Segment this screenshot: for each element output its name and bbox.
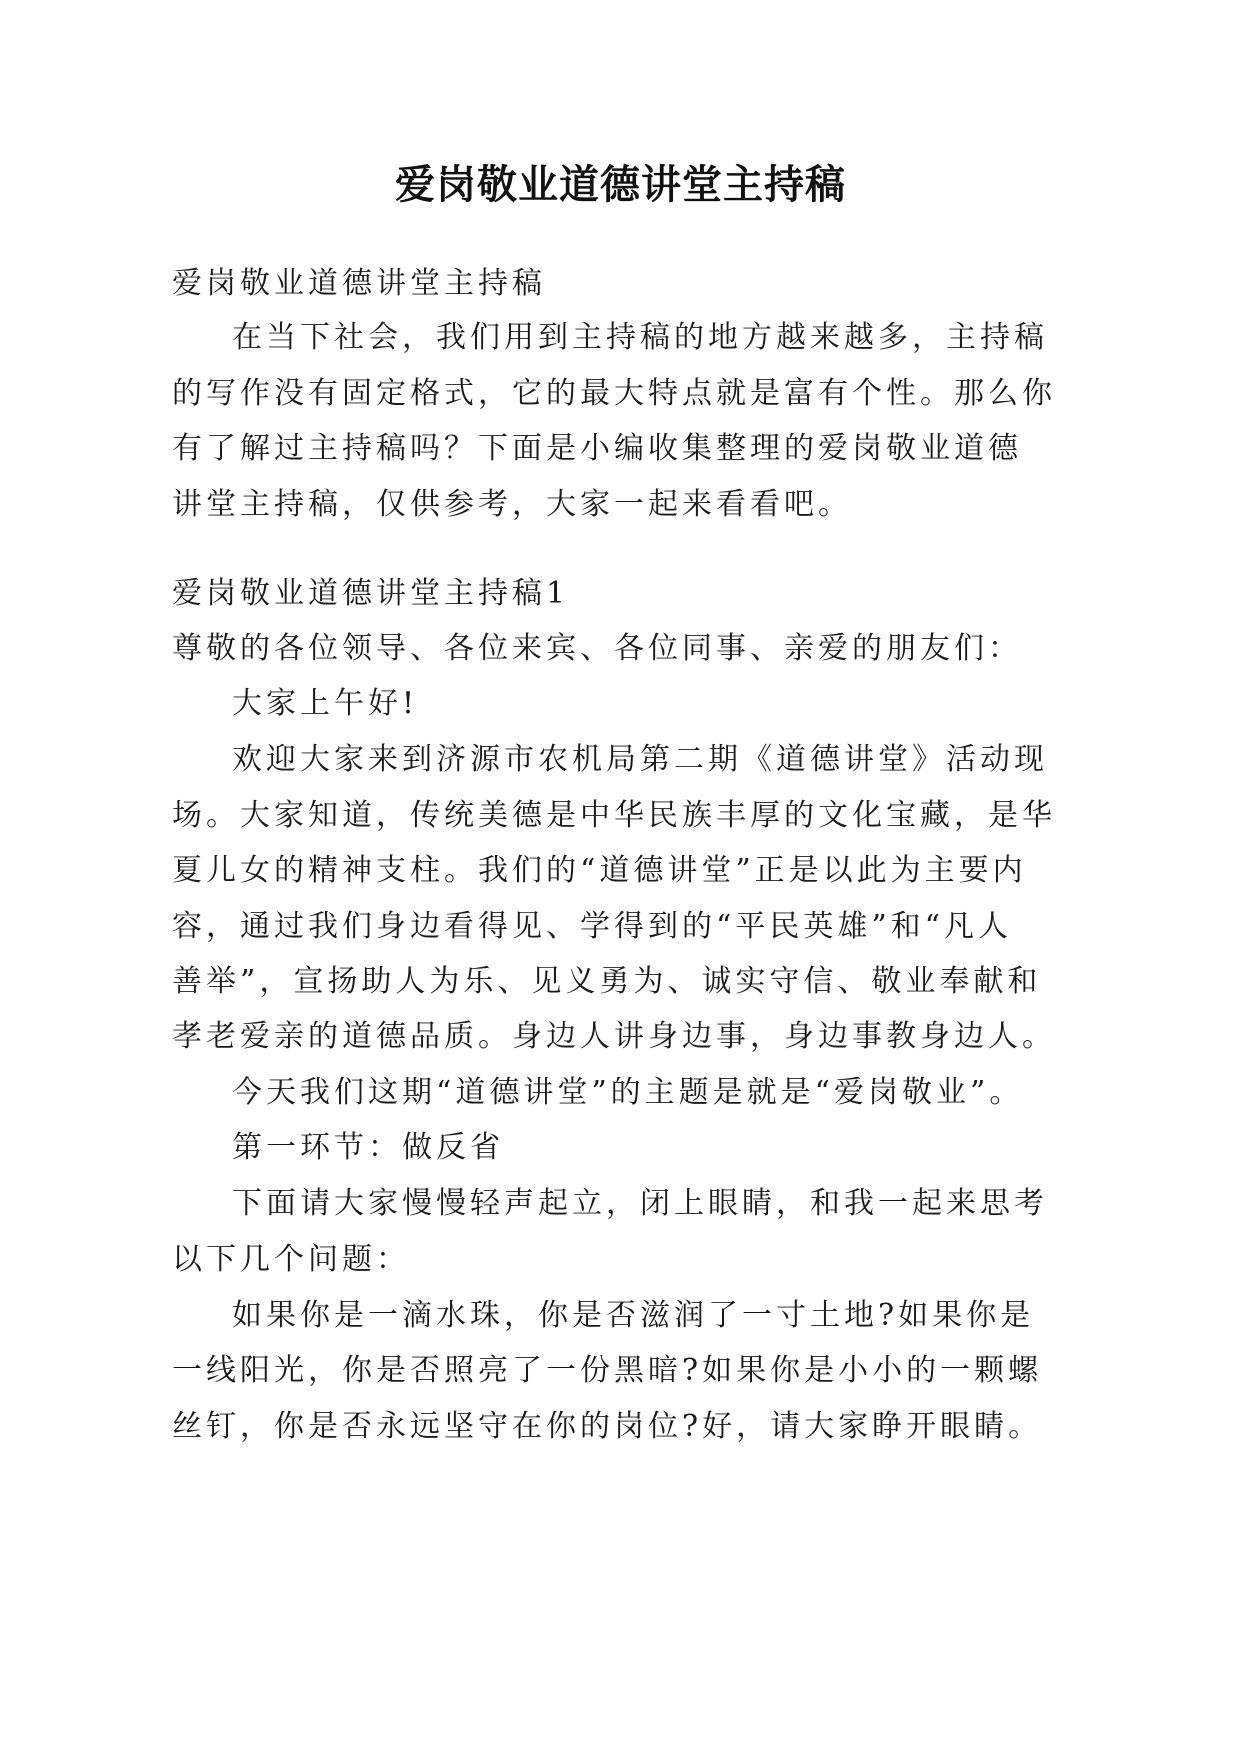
text-line: 丝钉，你是否永远坚守在你的岗位?好，请大家睁开眼睛。 [172, 1409, 1043, 1444]
text-line: 孝老爱亲的道德品质。身边人讲身边事，身边事教身边人。 [172, 1019, 1056, 1054]
text-line: 讲堂主持稿，仅供参考，大家一起来看看吧。 [172, 487, 852, 522]
text-line: 欢迎大家来到济源市农机局第二期《道德讲堂》活动现 [232, 742, 1048, 777]
text-line: 以下几个问题： [172, 1242, 410, 1277]
text-line: 第一环节：做反省 [232, 1130, 504, 1165]
text-line: 如果你是一滴水珠，你是否滋润了一寸土地?如果你是 [232, 1298, 1035, 1333]
text-line: 的写作没有固定格式，它的最大特点就是富有个性。那么你 [172, 376, 1056, 411]
text-line: 爱岗敬业道德讲堂主持稿1 [172, 576, 570, 611]
text-line: 场。大家知道，传统美德是中华民族丰厚的文化宝藏，是华 [172, 798, 1056, 833]
text-line: 今天我们这期“道德讲堂”的主题是就是“爱岗敬业”。 [232, 1075, 1024, 1110]
text-line: 夏儿女的精神支柱。我们的“道德讲堂”正是以此为主要内 [172, 853, 1027, 888]
text-line: 有了解过主持稿吗？下面是小编收集整理的爱岗敬业道德 [172, 431, 1022, 466]
text-line: 爱岗敬业道德讲堂主持稿 [172, 266, 546, 301]
document-title: 爱岗敬业道德讲堂主持稿 [395, 162, 846, 208]
text-line: 善举”，宣扬助人为乐、见义勇为、诚实守信、敬业奉献和 [172, 964, 1042, 999]
text-line: 容，通过我们身边看得见、学得到的“平民英雄”和“凡人 [172, 909, 1013, 944]
text-line: 一线阳光，你是否照亮了一份黑暗?如果你是小小的一颗螺 [172, 1353, 1043, 1388]
text-line: 下面请大家慢慢轻声起立，闭上眼睛，和我一起来思考 [232, 1186, 1048, 1221]
text-line: 尊敬的各位领导、各位来宾、各位同事、亲爱的朋友们： [172, 631, 1022, 666]
text-line: 大家上午好! [232, 686, 419, 721]
text-line: 在当下社会，我们用到主持稿的地方越来越多，主持稿 [232, 320, 1048, 355]
